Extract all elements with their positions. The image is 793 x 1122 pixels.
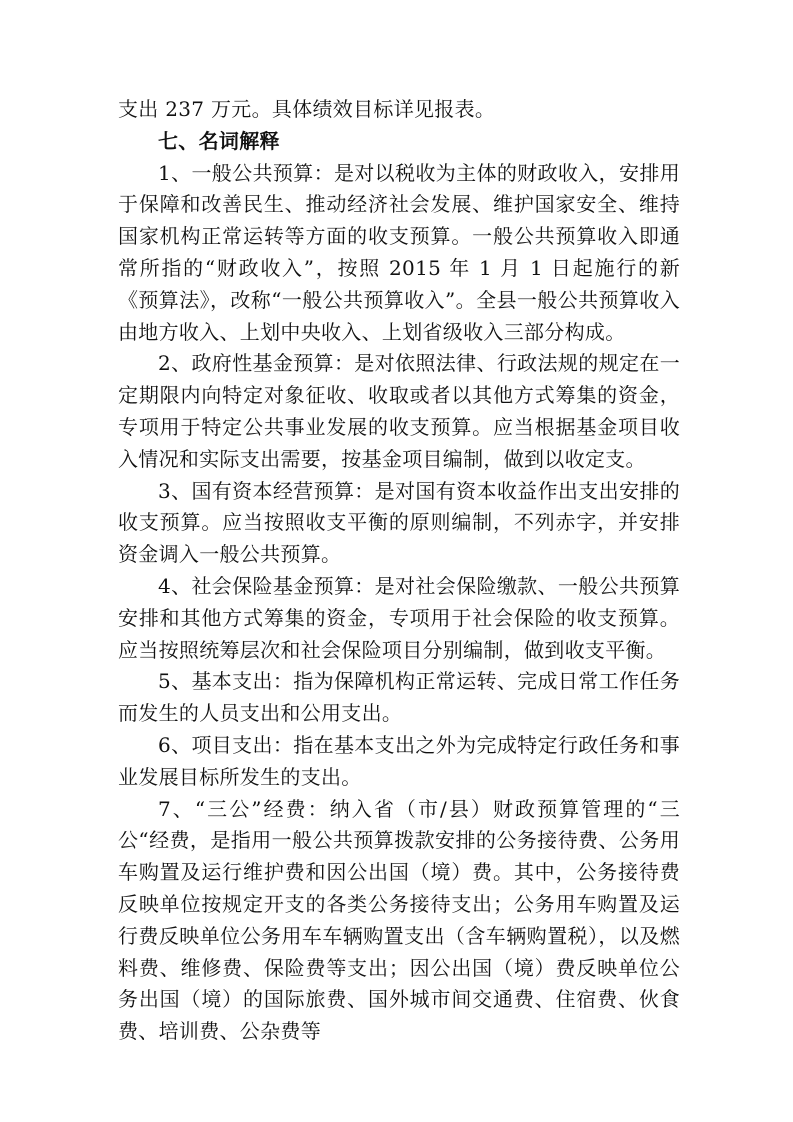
paragraph-three-public-expenses: 7、“三公”经费：纳入省（市/县）财政预算管理的“三公“经费，是指用一般公共预算拨款安排的公务接待费、公务用车购置及运行维护费和因公出国（境）费。其中，公务接待费反映单位按规定开支的各类公务接待支出；公务用车购置及运行费反映单位公务用车车辆购置支出（含车辆购置税），以及燃料费、维修费、保险费等支出；因公出国（境）费反映单位公务出国（境）的国际旅费、国外城市间交通费、住宿费、伙食费、培训费、公杂费等	[118, 796, 680, 1044]
paragraph-project-expenditure: 6、项目支出：指在基本支出之外为完成特定行政任务和事业发展目标所发生的支出。	[118, 732, 680, 789]
section-heading: 七、名词解释	[158, 128, 280, 153]
paragraph-social-insurance-budget: 4、社会保险基金预算：是对社会保险缴款、一般公共预算安排和其他方式筹集的资金，专项用于社会保险的收支预算。应当按照统筹层次和社会保险项目分别编制，做到收支平衡。	[118, 573, 680, 662]
paragraph-general-public-budget: 1、一般公共预算：是对以税收为主体的财政收入，安排用于保障和改善民生、推动经济社会发展、维护国家安全、维持国家机构正常运转等方面的收支预算。一般公共预算收入即通常所指的“财政收入”，按照 2015 年 1 月 1 日起施行的新《预算法》，改称“一般公共预算收入”。全县一般公共预算收入由地方收入、上划中央收入、上划省级收入三部分构成。	[118, 160, 680, 344]
lead-line: 支出 237 万元。具体绩效目标详见报表。	[118, 97, 496, 121]
document-body	[118, 94, 680, 1048]
paragraph-government-fund-budget: 2、政府性基金预算：是对依照法律、行政法规的规定在一定期限内向特定对象征收、收取或者以其他方式筹集的资金，专项用于特定公共事业发展的收支预算。应当根据基金项目收入情况和实际支出需要，按基金项目编制，做到以收定支。	[118, 351, 680, 471]
paragraph-basic-expenditure: 5、基本支出：指为保障机构正常运转、完成日常工作任务而发生的人员支出和公用支出。	[118, 669, 680, 726]
paragraph-state-capital-budget: 3、国有资本经营预算：是对国有资本收益作出支出安排的收支预算。应当按照收支平衡的原则编制，不列赤字，并安排资金调入一般公共预算。	[118, 478, 680, 567]
